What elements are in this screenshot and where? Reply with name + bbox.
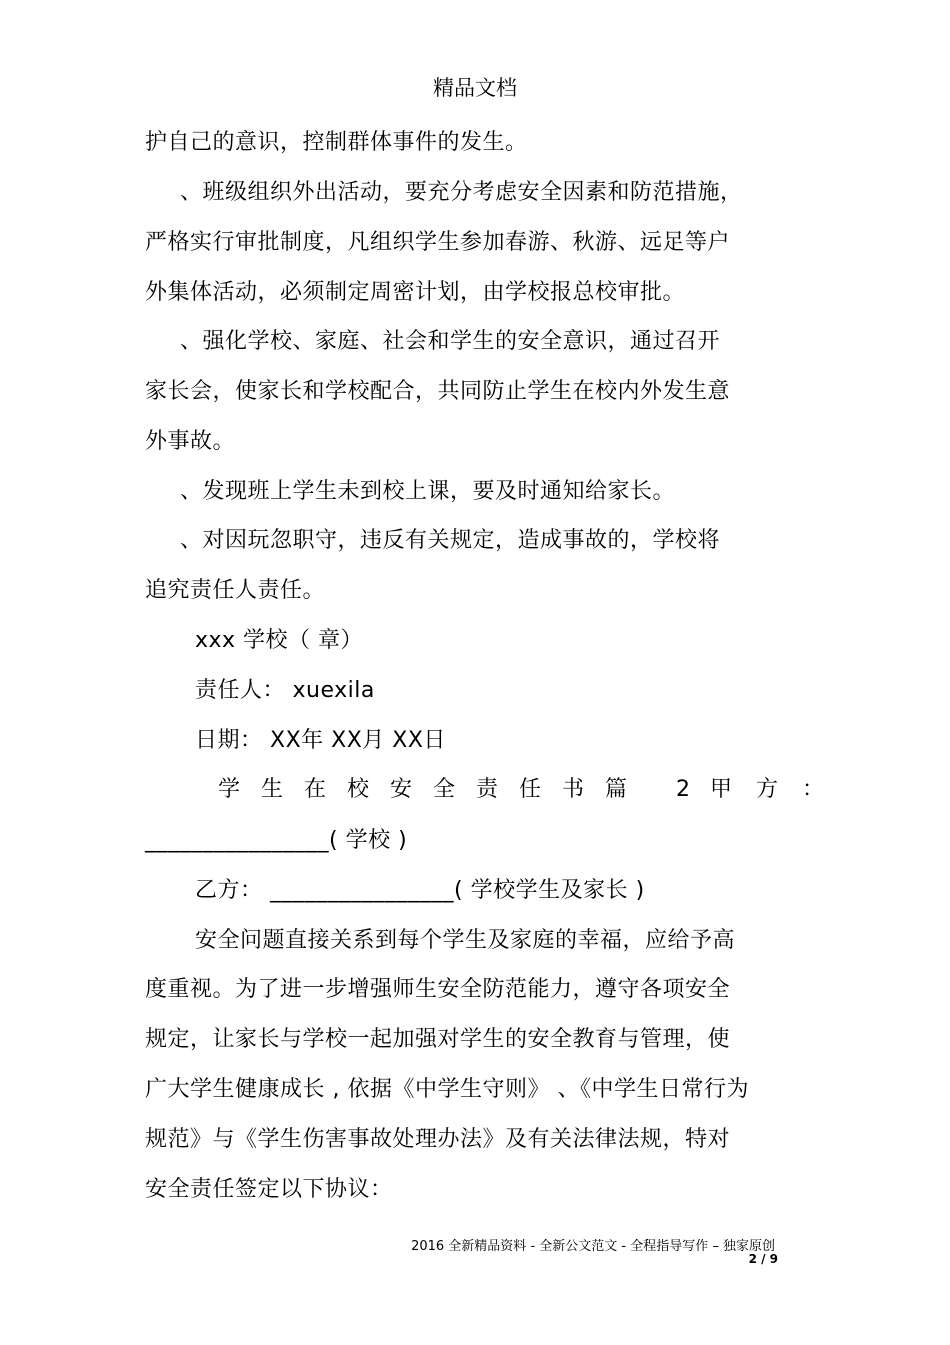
text-line: 外事故。	[145, 429, 236, 454]
page-number: 2 / 9	[748, 1252, 778, 1266]
page-footer-text: 2016 全新精品资料 - 全新公文范文 - 全程指导写作 – 独家原创	[411, 1239, 775, 1254]
text-line: 严格实行审批制度，凡组织学生参加春游、秋游、远足等户	[145, 230, 731, 255]
text-line: 广大学生健康成长 , 依据《中学生守则》 、《中学生日常行为	[145, 1077, 749, 1102]
page-header-title: 精品文档	[433, 76, 517, 100]
text-line: 安全问题直接关系到每个学生及家庭的幸福，应给予高	[195, 928, 736, 953]
party-b-line: 乙方： ________________( 学校学生及家长 )	[195, 878, 645, 903]
section-title: 学生在校安全责任书篇 2	[218, 777, 711, 802]
text-line: 度重视。为了进一步增强师生安全防范能力，遵守各项安全	[145, 977, 731, 1002]
text-line: 护自己的意识，控制群体事件的发生。	[145, 130, 528, 155]
party-a-blank: ________________( 学校 )	[145, 828, 408, 853]
text-line: 、强化学校、家庭、社会和学生的安全意识，通过召开	[180, 329, 721, 354]
text-line: 规定，让家长与学校一起加强对学生的安全教育与管理，使	[145, 1027, 731, 1052]
text-line: 家长会，使家长和学校配合，共同防止学生在校内外发生意	[145, 379, 731, 404]
text-line: 追究责任人责任。	[145, 578, 326, 603]
date-line: 日期： XX年 XX月 XX日	[195, 728, 446, 753]
text-line: 、班级组织外出活动，要充分考虑安全因素和防范措施，	[180, 180, 743, 205]
text-line: 、发现班上学生未到校上课，要及时通知给家长。	[180, 479, 676, 504]
text-line: 规范》与《学生伤害事故处理办法》及有关法律法规，特对	[145, 1127, 731, 1152]
party-a-label: 甲方：	[710, 777, 849, 802]
responsible-person-line: 责任人： xuexila	[195, 678, 375, 703]
text-line: 安全责任签定以下协议：	[145, 1177, 393, 1202]
school-seal-line: xxx 学校（ 章）	[195, 628, 364, 653]
text-line: 外集体活动，必须制定周密计划，由学校报总校审批。	[145, 280, 686, 305]
text-line: 、对因玩忽职守，违反有关规定，造成事故的，学校将	[180, 528, 721, 553]
